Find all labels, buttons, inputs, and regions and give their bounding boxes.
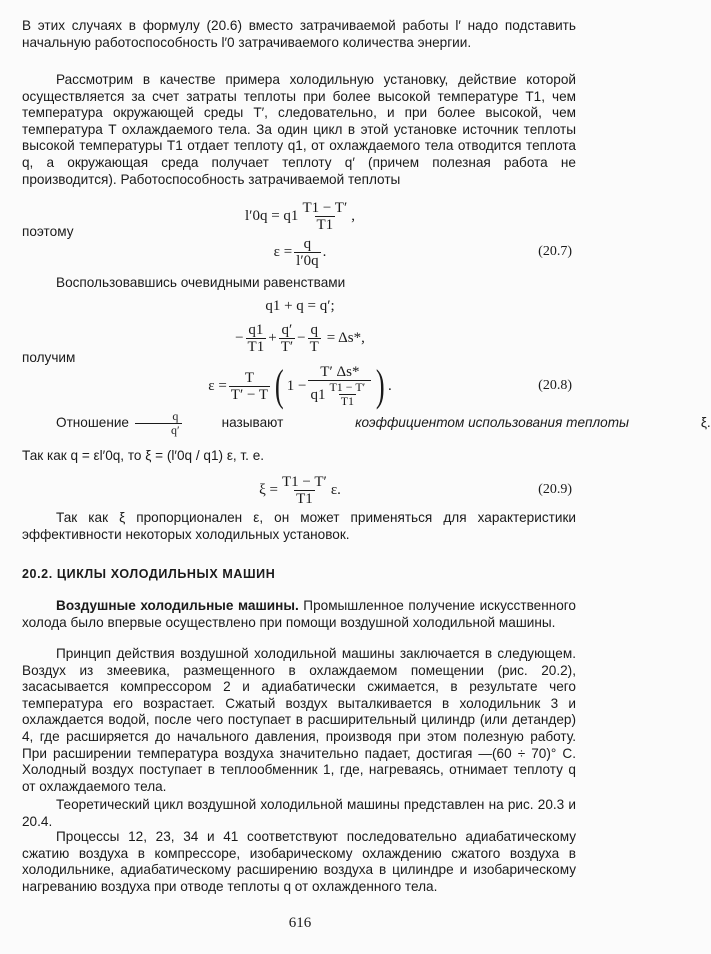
eq4-t3-num: q xyxy=(310,321,318,338)
para4-den: q′ xyxy=(135,423,182,437)
eq6-numerator: T1 − T′ xyxy=(282,473,327,490)
eq-number-20-9: (20.9) xyxy=(538,482,572,497)
paragraph-9: Теоретический цикл воздушной холодильной машины представлен на рис. 20.3 и 20.4. xyxy=(22,797,576,829)
paragraph-7 xyxy=(22,598,576,631)
paragraph-4 xyxy=(22,409,711,437)
eq-number-20-7: (20.7) xyxy=(538,244,572,259)
eq5-inner-den-num: T1 − T′ xyxy=(329,380,366,394)
eq1-numerator: T1 − T′ xyxy=(302,199,348,216)
equation-20-8: ε = $\frac{T}{T' - T}$ ( 1 − T′ Δs* q1 $\frac{T1 - T'}{T1}$ ) . (20.8) xyxy=(208,361,572,410)
eq6-tail: ε. xyxy=(330,481,341,498)
eq5-lhs: ε = xyxy=(208,377,227,394)
para4-pre: Отношение xyxy=(56,415,129,431)
equation-work-capacity xyxy=(0,196,600,236)
eq4-t2-num: q′ xyxy=(281,321,293,338)
equation-entropy: − $\frac{q1}{T1}$ + $\frac{q'}{T'}$ − $\frac{q}{T}$ = Δs*, xyxy=(235,321,365,355)
para7-lead: Воздушные холодильные машины. xyxy=(56,598,299,613)
eq1-denominator: T1 xyxy=(316,216,334,233)
eq5-inner-numerator: T′ Δs* xyxy=(320,364,360,380)
eq5-numerator: T xyxy=(244,369,255,386)
eq4-t2-den: T′ xyxy=(280,338,294,355)
page-number: 616 xyxy=(288,915,312,931)
para7-text: Промышленное получение искусственного холода было впервые осуществлено при помощи воздушной холодильной машины. xyxy=(22,598,576,630)
eq5-denominator: T′ − T xyxy=(230,386,269,403)
eq3-text: q1 + q = q′; xyxy=(265,297,335,314)
paragraph-6: Так как ξ пропорционален ε, он может применяться для характеристики эффективности некоторых холодильных установок. xyxy=(22,510,576,542)
eq2-denominator: l′0q xyxy=(296,252,319,269)
paragraph-1: В этих случаях в формулу (20.6) вместо затрачиваемой работы l′ надо подставить начальную работоспособность l′0 затрачиваемого количества энергии. xyxy=(22,18,576,50)
eq5-inner-one: 1 − xyxy=(286,377,307,394)
para4-num: q xyxy=(172,409,179,423)
eq4-rhs: = Δs*, xyxy=(326,329,365,346)
eq4-t3-den: T xyxy=(309,338,319,355)
eq5-inner-den-q: q1 xyxy=(310,386,326,403)
paragraph-5: Так как q = εl′0q, то ξ = (l′0q / q1) ε, т. е. xyxy=(22,448,265,463)
paragraph-2: Рассмотрим в качестве примера холодильную установку, действие которой осуществляется за счет затраты теплоты при более высокой температуре T1, чем температура окружающей среды T′, следовательно, и при более высокой, чем температура T охлаждаемого тела. За один цикл в этой установке источник теплоты высокой температуры T1 отдает теплоту q1, от охлаждаемого тела отводится теплота q, а окружающая среда получает теплоту q′ (причем полезная работа не производится). Работоспособность затрачиваемой теплоты xyxy=(22,72,576,187)
paragraph-3: Воспользовавшись очевидными равенствами xyxy=(56,275,346,290)
eq2-numerator: q xyxy=(303,235,312,252)
para4-mid: называют xyxy=(221,415,284,431)
eq1-tail: , xyxy=(351,207,355,224)
label-poetomu: поэтому xyxy=(22,224,74,239)
eq1-lhs: l′0q = q1 xyxy=(245,207,299,224)
equation-20-7 xyxy=(0,232,600,272)
paragraph-8: Принцип действия воздушной холодильной машины заключается в следующем. Воздух из змеевика, размещенного в охлаждаемом помещении (рис. 20.2), засасывается компрессором 2 и адиабатически сжимается, в результате чего температура его возрастает. Сжатый воздух выталкивается в холодильник 3 и охлаждается водой, после чего поступает в расширительный цилиндр (или детандер) 4, где расширяется до начального давления, производя при этом полезную работу. При расширении температура воздуха значительно падает, достигая —(60 ÷ 70)° С. Холодный воздух поступает в теплообменник 1, где, нагреваясь, отнимает теплоту q от охлаждаемого тела. xyxy=(22,646,576,794)
equation-balance xyxy=(0,292,600,320)
section-heading: 20.2. ЦИКЛЫ ХОЛОДИЛЬНЫХ МАШИН xyxy=(22,567,276,581)
eq5-inner-den-den: T1 xyxy=(340,394,355,408)
para4-term: коэффициентом использования теплоты xyxy=(355,415,630,431)
eq6-lhs: ξ = xyxy=(259,481,279,498)
eq6-denominator: T1 xyxy=(296,490,313,507)
eq4-t1-den: T1 xyxy=(247,338,265,355)
para4-post: ξ. xyxy=(700,415,711,431)
eq5-tail: . xyxy=(387,377,392,394)
equation-20-9 xyxy=(0,470,600,510)
eq2-lhs: ε = xyxy=(273,243,293,260)
label-poluchim: получим xyxy=(22,350,76,365)
eq4-t1-num: q1 xyxy=(248,321,264,338)
eq2-tail: . xyxy=(322,243,327,260)
paragraph-10: Процессы 12, 23, 34 и 41 соответствуют последовательно адиабатическому сжатию воздуха в компрессоре, изобарическому охлаждению сжатого воздуха в холодильнике, адиабатическому расширению воздуха в цилиндре и изобарическому нагреванию воздуха при отводе теплоты q от охлажденного тела. xyxy=(22,829,576,894)
eq-number-20-8: (20.8) xyxy=(538,378,572,393)
